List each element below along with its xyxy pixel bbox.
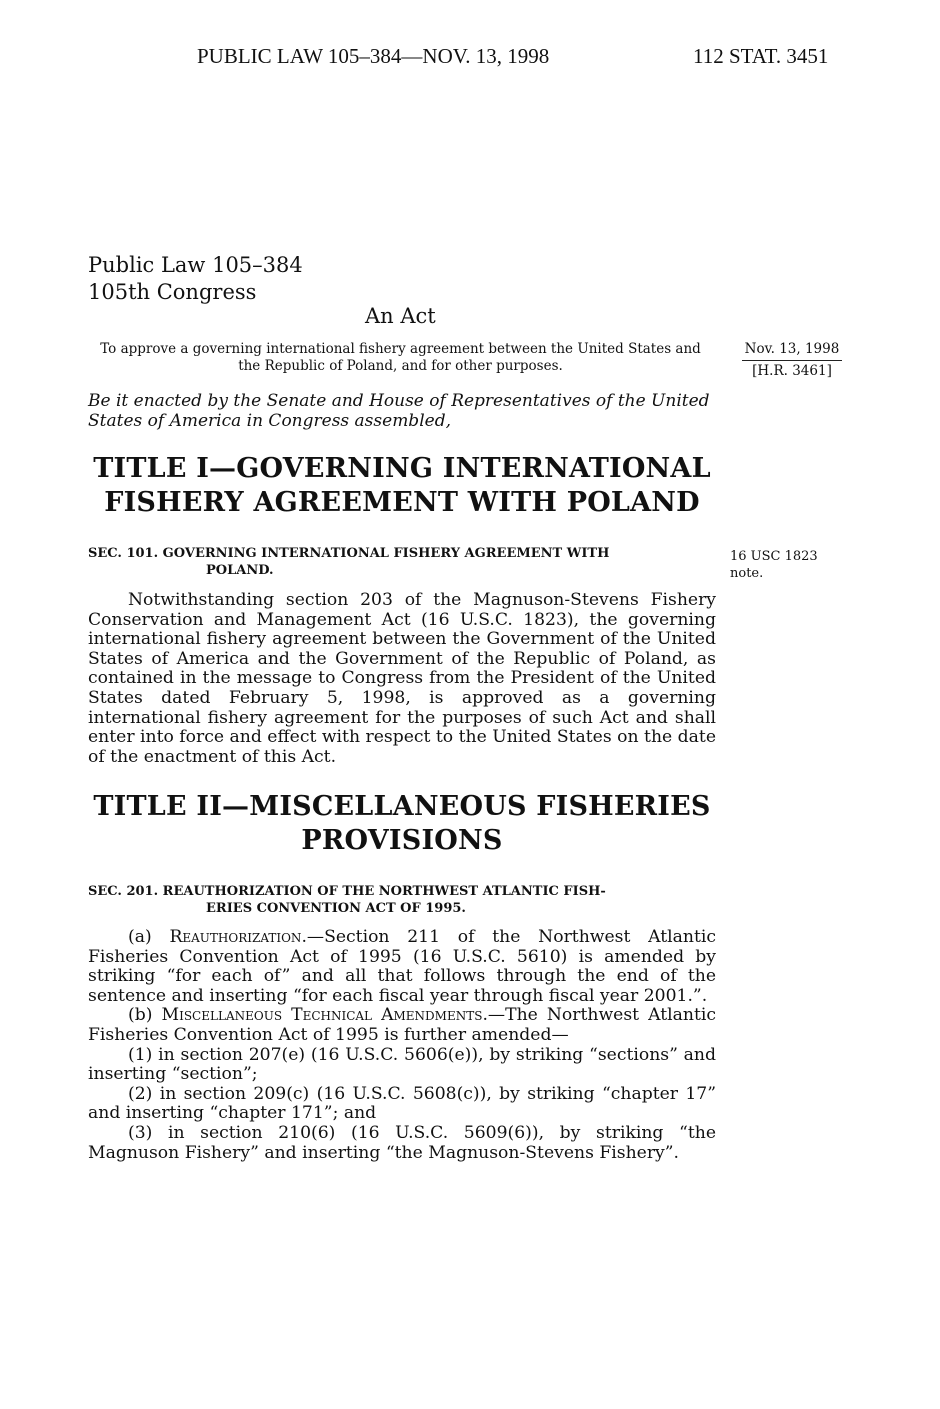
subsection-a-text: .—Section 211 of the Northwest Atlantic Fisheries Convention Act of 1995 (16 U.S.C. 5610) is amended by striking “for each of” and all that follows through the end of the sentence and inserting “for each fiscal year through fiscal year 2001.”.	[88, 927, 716, 1006]
title-2-heading-line1: TITLE II—MISCELLANEOUS FISHERIES	[93, 791, 711, 822]
congress-number: 105th Congress	[88, 280, 257, 304]
amendment-item-3: (3) in section 210(6) (16 U.S.C. 5609(6)), by striking “the Magnuson Fishery” and inserting “the Magnuson-Stevens Fishery”.	[88, 1122, 716, 1163]
running-head: PUBLIC LAW 105–384—NOV. 13, 1998	[197, 44, 550, 68]
subsection-b-caption: Miscellaneous Technical Amendments	[161, 1005, 483, 1026]
margin-note-line2: note.	[730, 566, 764, 581]
subsection-b	[88, 1006, 716, 1045]
section-101-text	[88, 591, 716, 767]
section-101-heading-line1: SEC. 101. GOVERNING INTERNATIONAL FISHERY AGREEMENT WITH	[88, 546, 610, 561]
margin-note-section-101	[730, 548, 850, 582]
title-2-heading	[88, 790, 716, 858]
section-101-heading	[88, 545, 716, 579]
subsection-a-label: (a)	[128, 927, 152, 947]
title-1-heading-line2: FISHERY AGREEMENT WITH POLAND	[104, 487, 700, 518]
title-1-heading	[88, 452, 716, 520]
enacting-clause: Be it enacted by the Senate and House of Representatives of the United States of America in Congress assembled,	[88, 391, 710, 431]
long-title: To approve a governing international fishery agreement between the United States and the Republic of Poland, and for other purposes.	[100, 341, 701, 374]
section-201-heading-line1: SEC. 201. REAUTHORIZATION OF THE NORTHWEST ATLANTIC FISH-	[88, 884, 606, 899]
margin-date: Nov. 13, 1998	[744, 341, 840, 357]
amendment-item-2: (2) in section 209(c) (16 U.S.C. 5608(c)), by striking “chapter 17” and inserting “chapter 171”; and	[88, 1083, 716, 1124]
title-2-heading-line2: PROVISIONS	[301, 825, 503, 856]
margin-note-line1: 16 USC 1823	[730, 549, 818, 564]
subsection-b-label: (b)	[128, 1005, 153, 1026]
section-101-paragraph: Notwithstanding section 203 of the Magnuson-Stevens Fishery Conservation and Management Act (16 U.S.C. 1823), the governing international fishery agreement between the Government of the United States of America and the Government of the Republic of Poland, as contained in the message to Congress from the President of the United States dated February 5, 1998, is approved as a governing international fishery agreement for the purposes of such Act and shall enter into force and effect with respect to the United States on the date of the enactment of this Act.	[88, 590, 716, 767]
act-title: An Act	[365, 304, 436, 328]
section-201-heading-line2: ERIES CONVENTION ACT OF 1995.	[206, 901, 466, 916]
subsection-b-text: .—The Northwest Atlantic Fisheries Convention Act of 1995 is further amended—	[88, 1005, 716, 1045]
stat-page-number: 112 STAT. 3451	[693, 44, 829, 68]
section-201-text	[88, 928, 716, 1163]
subsection-a-caption: Reauthorization	[169, 927, 302, 947]
section-101-heading-line2: POLAND.	[206, 563, 274, 578]
section-201-heading	[88, 883, 716, 917]
subsection-a	[88, 928, 716, 1006]
public-law-number: Public Law 105–384	[88, 253, 303, 277]
amendment-item-1: (1) in section 207(e) (16 U.S.C. 5606(e)), by striking “sections” and inserting “section”;	[88, 1044, 716, 1085]
margin-bill-number: [H.R. 3461]	[742, 360, 842, 379]
title-1-heading-line1: TITLE I—GOVERNING INTERNATIONAL	[93, 453, 711, 484]
